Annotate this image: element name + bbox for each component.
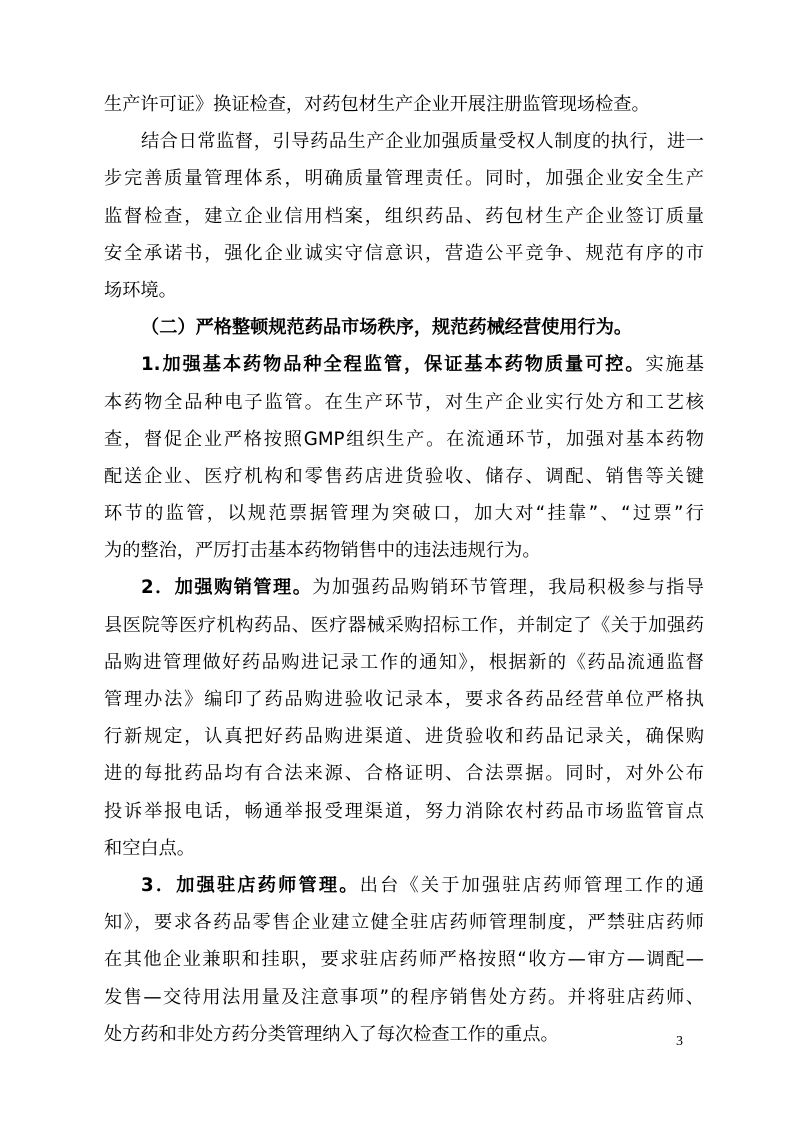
text-line	[104, 495, 704, 532]
body-text: 查，督促企业严格按照GMP组织生产。在流通环节，加强对基本药物	[104, 428, 704, 450]
text-line	[104, 160, 704, 197]
body-text: 知》，要求各药品零售企业建立健全驻店药师管理制度，严禁驻店药师	[104, 912, 704, 934]
body-text: 步完善质量管理体系，明确质量管理责任。同时，加强企业安全生产	[104, 168, 704, 190]
body-text: 实施基	[645, 354, 704, 376]
document-body	[104, 86, 704, 1053]
text-line	[104, 123, 704, 160]
bold-heading-text: 2．加强购销管理。	[141, 577, 313, 599]
paragraph	[104, 123, 704, 309]
body-text: 出台《关于加强驻店药师管理工作的通	[359, 874, 704, 896]
text-line	[104, 793, 704, 830]
paragraph	[104, 309, 704, 346]
text-line	[104, 904, 704, 941]
body-text: 环节的监管，以规范票据管理为突破口，加大对“挂靠”、“过票”行	[104, 503, 704, 525]
text-line	[104, 384, 704, 421]
body-text: 场环境。	[104, 279, 177, 301]
body-text: 进的每批药品均有合法来源、合格证明、合法票据。同时，对外公布	[104, 763, 704, 785]
text-line	[104, 421, 704, 458]
body-text: 配送企业、医疗机构和零售药店进货验收、储存、调配、销售等关键	[104, 465, 704, 487]
body-text: 安全承诺书，强化企业诚实守信意识，营造公平竞争、规范有序的市	[104, 242, 704, 264]
bold-heading-text: （二）严格整顿规范药品市场秩序，规范药械经营使用行为。	[141, 317, 633, 339]
body-text: 和空白点。	[104, 837, 195, 859]
bold-heading-text: 3．加强驻店药师管理。	[141, 874, 360, 896]
body-text: 品购进管理做好药品购进记录工作的通知》，根据新的《药品流通监督	[104, 651, 704, 673]
text-line	[104, 346, 704, 383]
body-text: 行新规定，认真把好药品购进渠道、进货验收和药品记录关，确保购	[104, 726, 704, 748]
text-line	[104, 867, 704, 904]
text-line	[104, 569, 704, 606]
paragraph	[104, 86, 704, 123]
text-line	[104, 458, 704, 495]
text-line	[104, 235, 704, 272]
text-line	[104, 830, 704, 867]
text-line	[104, 941, 704, 978]
paragraph	[104, 569, 704, 867]
body-text: 在其他企业兼职和挂职，要求驻店药师严格按照“收方—审方—调配—	[104, 949, 704, 971]
page-number: 3	[676, 1034, 683, 1049]
paragraph	[104, 867, 704, 1053]
text-line	[104, 309, 704, 346]
text-line	[104, 718, 704, 755]
paragraph	[104, 346, 704, 569]
body-text: 本药物全品种电子监管。在生产环节，对生产企业实行处方和工艺核	[104, 391, 704, 413]
text-line	[104, 198, 704, 235]
text-line	[104, 607, 704, 644]
body-text: 为加强药品购销环节管理，我局积极参与指导	[312, 577, 704, 599]
body-text: 处方药和非处方药分类管理纳入了每次检查工作的重点。	[104, 1023, 559, 1045]
text-line	[104, 86, 704, 123]
body-text: 为的整治，严厉打击基本药物销售中的违法违规行为。	[104, 540, 541, 562]
body-text: 县医院等医疗机构药品、医疗器械采购招标工作，并制定了《关于加强药	[104, 614, 704, 636]
body-text: 管理办法》编印了药品购进验收记录本，要求各药品经营单位严格执	[104, 689, 704, 710]
body-text: 投诉举报电话，畅通举报受理渠道，努力消除农村药品市场监管盲点	[104, 800, 704, 822]
bold-heading-text: 1.加强基本药物品种全程监管，保证基本药物质量可控。	[141, 354, 646, 376]
text-line	[104, 1016, 704, 1053]
text-line	[104, 755, 704, 792]
text-line	[104, 979, 704, 1016]
body-text: 发售—交待用法用量及注意事项”的程序销售处方药。并将驻店药师、	[104, 986, 704, 1008]
text-line	[104, 532, 704, 569]
body-text: 生产许可证》换证检查，对药包材生产企业开展注册监管现场检查。	[104, 94, 650, 115]
body-text: 监督检查，建立企业信用档案，组织药品、药包材生产企业签订质量	[104, 205, 704, 227]
body-text: 结合日常监督，引导药品生产企业加强质量受权人制度的执行，进一	[141, 131, 704, 153]
text-line	[104, 681, 704, 718]
text-line	[104, 644, 704, 681]
text-line	[104, 272, 704, 309]
